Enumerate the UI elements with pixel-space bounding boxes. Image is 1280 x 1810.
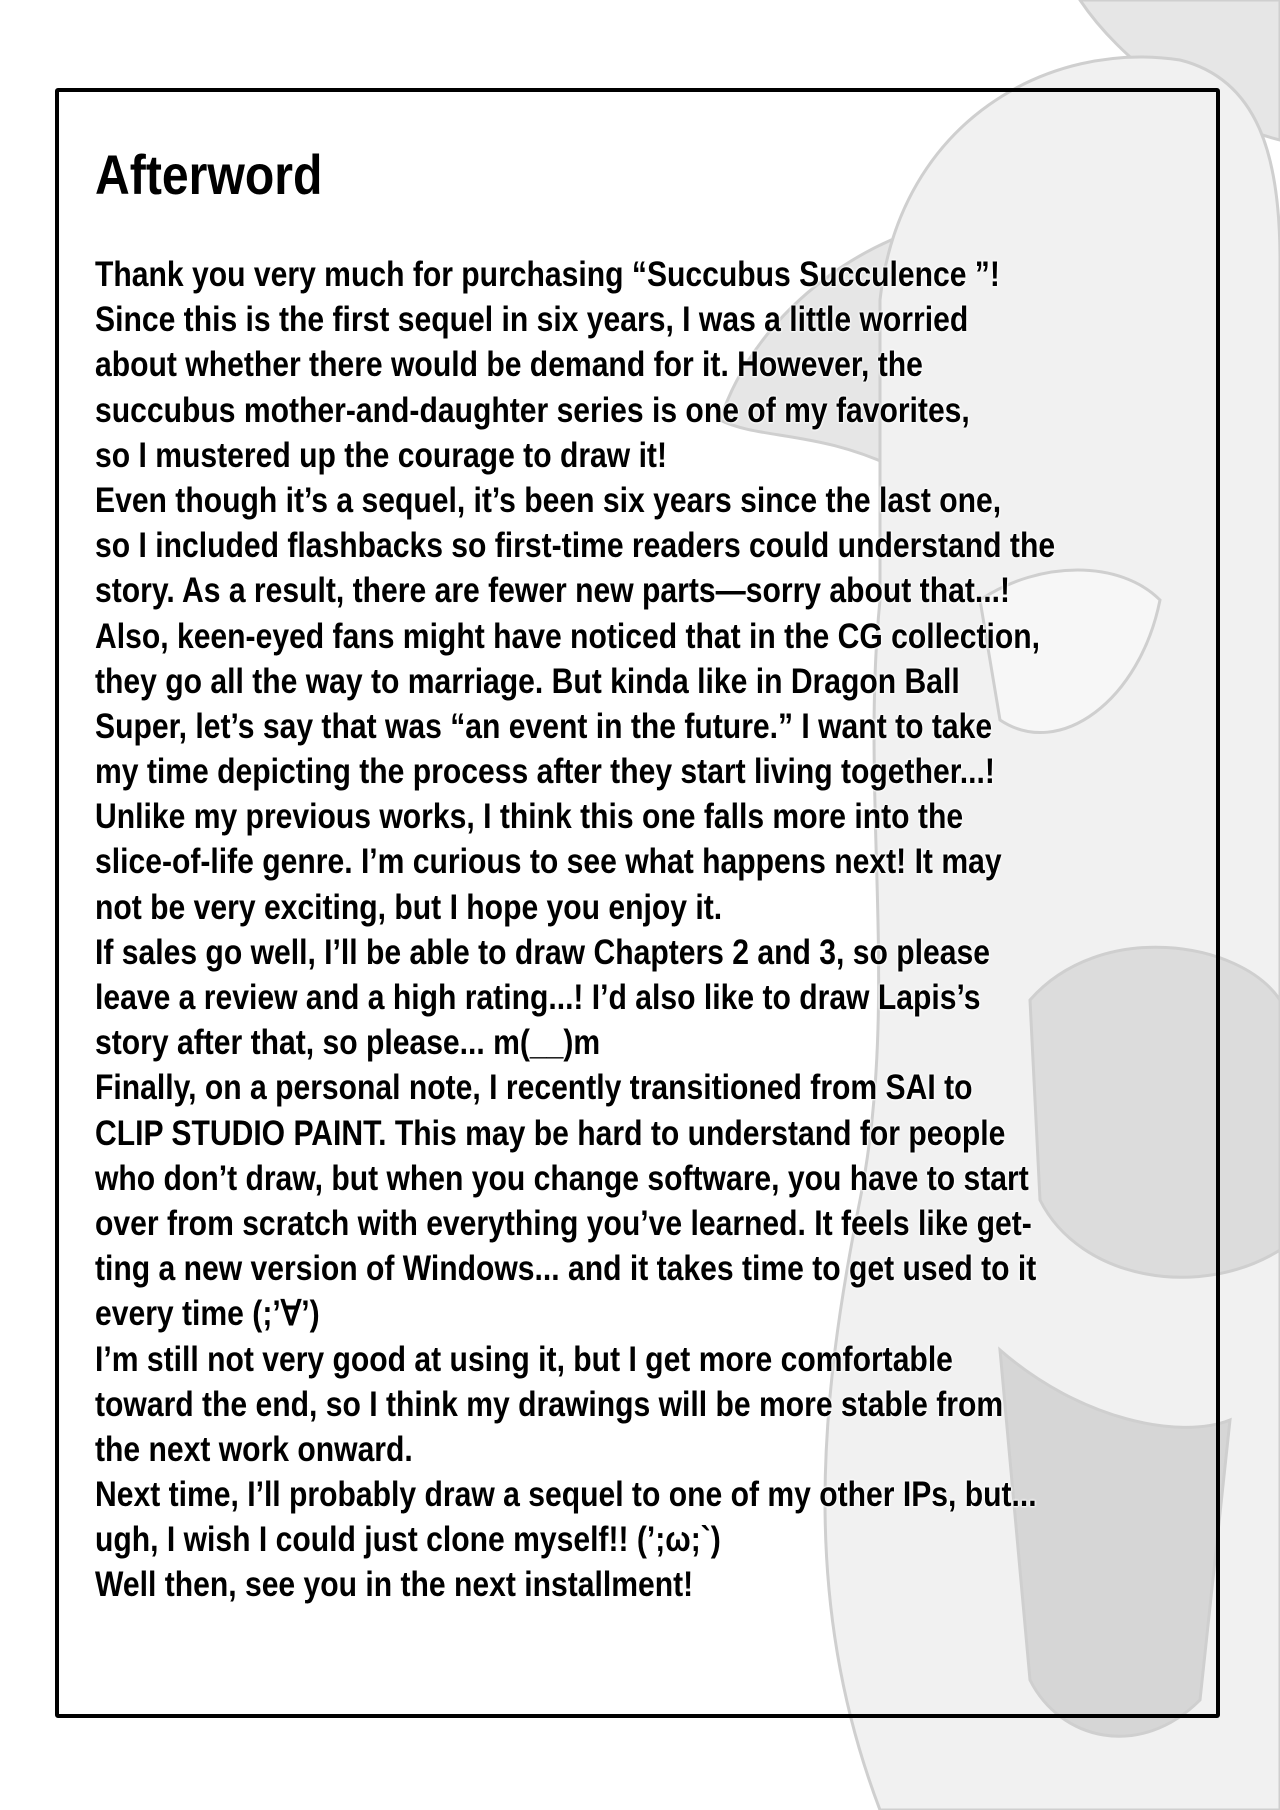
text-line: Since this is the first sequel in six years, I was a little worried <box>95 300 969 340</box>
text-line: I’m still not very good at using it, but I get more comfortable <box>95 1339 953 1379</box>
text-line: Even though it’s a sequel, it’s been six years since the last one, <box>95 480 1002 520</box>
text-line: ting a new version of Windows... and it takes time to get used to it <box>95 1249 1037 1289</box>
text-line: about whether there would be demand for it. However, the <box>95 345 923 385</box>
text-line: succubus mother-and-daughter series is one of my favorites, <box>95 390 970 430</box>
text-line: they go all the way to marriage. But kinda like in Dragon Ball <box>95 661 960 701</box>
text-line: story. As a result, there are fewer new parts—sorry about that...! <box>95 571 1010 611</box>
text-line: Super, let’s say that was “an event in the future.” I want to take <box>95 706 993 746</box>
text-line: every time (;’∀’) <box>95 1294 320 1334</box>
text-line: my time depicting the process after they start living together...! <box>95 752 995 792</box>
text-line: so I mustered up the courage to draw it! <box>95 435 667 475</box>
text-line: If sales go well, I’ll be able to draw Chapters 2 and 3, so please <box>95 932 990 972</box>
text-line: story after that, so please... m(__)m <box>95 1023 601 1063</box>
text-line: ugh, I wish I could just clone myself!! (’;ω;`) <box>95 1520 721 1560</box>
text-line: Unlike my previous works, I think this one falls more into the <box>95 797 964 837</box>
text-line: Next time, I’ll probably draw a sequel to one of my other IPs, but... <box>95 1475 1037 1515</box>
afterword-body <box>95 252 1211 1608</box>
text-line: over from scratch with everything you’ve learned. It feels like get- <box>95 1203 1032 1243</box>
text-line: leave a review and a high rating...! I’d also like to draw Lapis’s <box>95 978 981 1017</box>
text-line: toward the end, so I think my drawings will be more stable from <box>95 1384 1004 1424</box>
text-line: so I included flashbacks so first-time readers could understand the <box>95 526 1056 566</box>
text-line: the next work onward. <box>95 1429 413 1469</box>
text-line: Finally, on a personal note, I recently transitioned from SAI to <box>95 1068 973 1108</box>
text-line: slice-of-life genre. I’m curious to see what happens next! It may <box>95 842 1002 882</box>
page-title: Afterword <box>95 143 323 206</box>
text-line: Well then, see you in the next installment! <box>95 1565 694 1605</box>
text-line: not be very exciting, but I hope you enjoy it. <box>95 887 723 927</box>
text-line: who don’t draw, but when you change software, you have to start <box>95 1158 1029 1198</box>
text-line: Thank you very much for purchasing “Succubus Succulence ”! <box>95 255 1000 294</box>
text-line: Also, keen-eyed fans might have noticed that in the CG collection, <box>95 616 1040 656</box>
text-line: CLIP STUDIO PAINT. This may be hard to understand for people <box>95 1113 1006 1153</box>
